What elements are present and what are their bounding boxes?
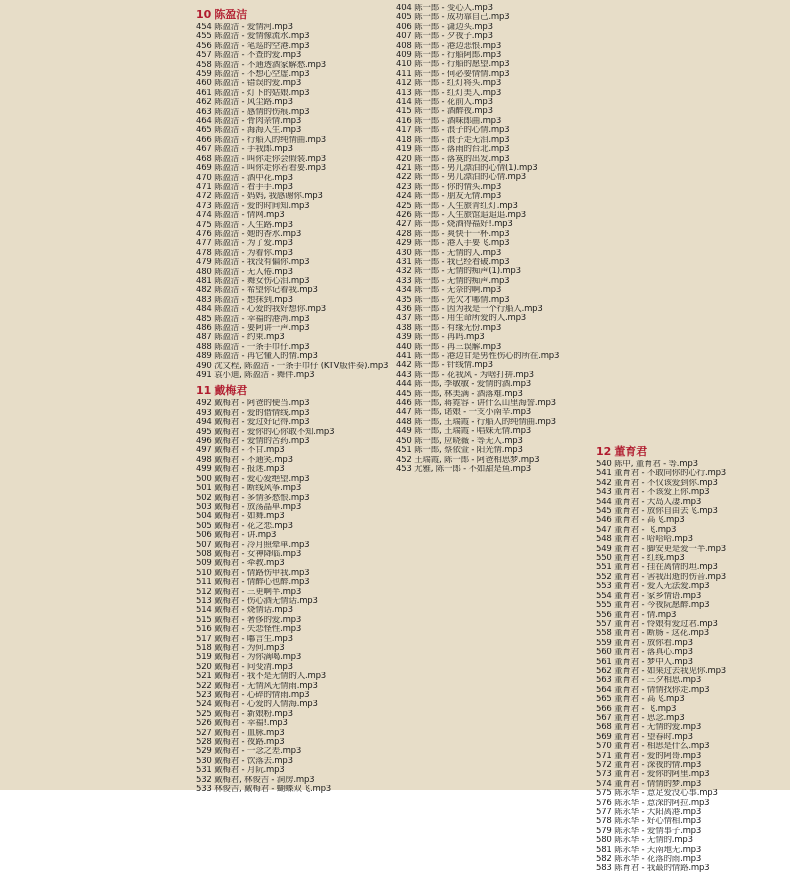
track-item: 453 尤雅, 陈一郎 - 不如甜是鱼.mp3 xyxy=(396,464,531,474)
track-item: 566 董育君 - 飞.mp3 xyxy=(596,704,677,714)
track-item: 569 董育君 - 望春时.mp3 xyxy=(596,732,693,742)
track-item: 418 陈一郎 - 浪子走无泪.mp3 xyxy=(396,135,510,145)
track-item: 463 陈盈洁 - 感情的伤痕.mp3 xyxy=(196,107,310,117)
track-item: 445 陈一郎, 林美满 - 酒落难.mp3 xyxy=(396,389,523,399)
track-item: 454 陈盈洁 - 爱情河.mp3 xyxy=(196,23,293,32)
track-item: 507 戴梅君 - 冷月照晕单.mp3 xyxy=(196,540,310,550)
track-item: 553 董育君 - 爱人无法爱.mp3 xyxy=(596,582,710,592)
track-item: 505 戴梅君 - 花之恋.mp3 xyxy=(196,521,293,531)
track-item: 493 戴梅君 - 爱的借情线.mp3 xyxy=(196,408,310,418)
track-item: 433 陈一郎 - 无情的痴声.mp3 xyxy=(396,276,510,286)
track-item: 480 陈盈洁 - 无人倦.mp3 xyxy=(196,267,293,277)
track-item: 552 董育君 - 害我出逝的伤音.mp3 xyxy=(596,572,726,582)
track-item: 508 戴梅君 - 女神降临.mp3 xyxy=(196,549,302,559)
track-item: 574 董育君 - 情情的梦.mp3 xyxy=(596,779,702,789)
track-item: 523 戴梅君 - 心碎的情雨.mp3 xyxy=(196,691,310,701)
track-item: 581 陈永华 - 天南地无.mp3 xyxy=(596,845,702,855)
track-item: 551 董育君 - 挂在离情的坦.mp3 xyxy=(596,563,718,573)
track-item: 520 戴梅君 - 问变清.mp3 xyxy=(196,662,293,672)
track-item: 484 陈盈洁 - 心爱的我好想你.mp3 xyxy=(196,305,326,315)
track-item: 411 陈一郎 - 何必要情情.mp3 xyxy=(396,69,510,79)
track-item: 491 袁小迪, 陈盈洁 - 舞伴.mp3 xyxy=(196,371,315,381)
track-item: 449 陈一郎, 王瑞霞 - 唱妹无情.mp3 xyxy=(396,427,531,437)
catalog-column-2 xyxy=(396,4,596,474)
group-number: 12 xyxy=(596,445,612,458)
track-item: 474 陈盈洁 - 情网.mp3 xyxy=(196,211,285,221)
track-item: 467 陈盈洁 - 手我郎.mp3 xyxy=(196,145,293,155)
track-item: 434 陈一郎 - 无奈的啊.mp3 xyxy=(396,286,502,296)
track-item: 560 董育君 - 落真心.mp3 xyxy=(596,648,693,658)
track-item: 542 董育君 - 不仅该爱到你.mp3 xyxy=(596,478,718,488)
track-item: 481 陈盈洁 - 舞女伤心泪.mp3 xyxy=(196,276,310,286)
track-item: 509 戴梅君 - 牵教.mp3 xyxy=(196,559,285,569)
track-item: 494 戴梅君 - 爱过好记得.mp3 xyxy=(196,418,310,428)
track-item: 460 陈盈洁 - 错误的爱.mp3 xyxy=(196,79,302,89)
track-item: 432 陈一郎 - 无情的痴声(1).mp3 xyxy=(396,267,521,277)
track-list-12 xyxy=(596,460,790,874)
track-item: 547 董育君 - 飞.mp3 xyxy=(596,525,677,535)
track-item: 413 陈一郎 - 红灯美人.mp3 xyxy=(396,88,502,98)
track-item: 476 陈盈洁 - 她的香水.mp3 xyxy=(196,229,302,239)
track-list-10 xyxy=(196,23,396,380)
track-item: 450 陈一郎, 应晓薇 - 等无人.mp3 xyxy=(396,436,523,446)
track-item: 528 戴梅君 - 夜路.mp3 xyxy=(196,738,285,748)
track-item: 478 陈盈洁 - 为着你.mp3 xyxy=(196,248,293,258)
group-heading-11 xyxy=(196,384,396,397)
track-item: 431 陈一郎 - 我已经看破.mp3 xyxy=(396,257,510,267)
track-list-11 xyxy=(196,399,396,794)
group-heading-10 xyxy=(196,8,396,21)
track-item: 419 陈一郎 - 落雨的台北.mp3 xyxy=(396,145,510,155)
track-item: 488 陈盈洁 - 一条手巾仔.mp3 xyxy=(196,342,310,352)
track-item: 570 董育君 - 相思是什么.mp3 xyxy=(596,742,710,752)
track-item: 444 陈一郎, 李敏敏 - 爱情的酒.mp3 xyxy=(396,380,531,390)
track-item: 496 戴梅君 - 爱情的苦药.mp3 xyxy=(196,437,310,447)
track-item: 519 戴梅君 - 为你满喝.mp3 xyxy=(196,653,302,663)
track-item: 554 董育君 - 家乡情语.mp3 xyxy=(596,591,702,601)
track-item: 532 戴梅君, 林俊吉 - 洞房.mp3 xyxy=(196,775,315,785)
track-item: 502 戴梅君 - 多情多愁恨.mp3 xyxy=(196,493,310,503)
track-item: 512 戴梅君 - 三更啊半.mp3 xyxy=(196,587,302,597)
track-item: 462 陈盈洁 - 风尘路.mp3 xyxy=(196,98,293,108)
track-item: 459 陈盈洁 - 不想心空虚.mp3 xyxy=(196,70,310,80)
track-item: 492 戴梅君 - 阿爸的便当.mp3 xyxy=(196,399,310,409)
track-item: 424 陈一郎 - 朋友无情.mp3 xyxy=(396,192,502,202)
track-item: 405 陈一郎 - 成功靠自己.mp3 xyxy=(396,13,510,23)
track-item: 571 董育君 - 爱的阿哥.mp3 xyxy=(596,751,702,761)
track-item: 416 陈一郎 - 酒味郎曲.mp3 xyxy=(396,116,502,126)
track-item: 521 戴梅君 - 我不是无情的人.mp3 xyxy=(196,672,326,682)
track-item: 483 陈盈洁 - 想抹到.mp3 xyxy=(196,295,293,305)
track-item: 423 陈一郎 - 你的情头.mp3 xyxy=(396,182,502,192)
track-item: 510 戴梅君 - 情路伤甲我.mp3 xyxy=(196,568,310,578)
track-item: 516 戴梅君 - 失恋怪性.mp3 xyxy=(196,625,302,635)
track-item: 575 陈永华 - 意足爱没心事.mp3 xyxy=(596,789,718,799)
track-item: 437 陈一郎 - 用生命所爱的人.mp3 xyxy=(396,314,526,324)
track-item: 531 戴梅君 - 月阮.mp3 xyxy=(196,766,285,776)
track-item: 404 陈一郎 - 变心人.mp3 xyxy=(396,4,493,13)
track-item: 410 陈一郎 - 行船的愿望.mp3 xyxy=(396,60,510,70)
track-item: 409 陈一郎 - 行船阿郎.mp3 xyxy=(396,51,502,61)
track-item: 549 董育君 - 脚安更是爱一半.mp3 xyxy=(596,544,726,554)
track-item: 477 陈盈洁 - 为了爱.mp3 xyxy=(196,239,293,249)
track-item: 466 陈盈洁 - 行船人的纯情曲.mp3 xyxy=(196,135,326,145)
track-item: 524 戴梅君 - 心爱的人情海.mp3 xyxy=(196,700,318,710)
track-item: 501 戴梅君 - 断线风筝.mp3 xyxy=(196,484,302,494)
track-item: 408 陈一郎 - 港边悲恨.mp3 xyxy=(396,41,502,51)
track-item: 495 戴梅君 - 爱你的心你敢不知.mp3 xyxy=(196,427,335,437)
track-item: 556 董育君 - 情.mp3 xyxy=(596,610,677,620)
track-item: 497 戴梅君 - 不甘.mp3 xyxy=(196,446,285,456)
track-item: 430 陈一郎 - 无情的人.mp3 xyxy=(396,248,502,258)
group-number: 10 xyxy=(196,8,212,21)
track-item: 443 陈一郎 - 花我风 - 为啥打拼.mp3 xyxy=(396,370,534,380)
track-item: 555 董育君 - 今夜阮愿醉.mp3 xyxy=(596,601,710,611)
track-item: 446 陈一郎, 蒋霓容 - 讲什么山里海誓.mp3 xyxy=(396,399,556,409)
track-item: 522 戴梅君 - 无情风无情雨.mp3 xyxy=(196,681,318,691)
track-item: 471 陈盈洁 - 看手手.mp3 xyxy=(196,182,293,192)
track-item: 417 陈一郎 - 浪子的心情.mp3 xyxy=(396,126,510,136)
track-item: 517 戴梅君 - 嘟言生.mp3 xyxy=(196,634,293,644)
track-item: 564 董育君 - 情情找你走.mp3 xyxy=(596,685,710,695)
track-item: 518 戴梅君 - 为何.mp3 xyxy=(196,644,285,653)
track-item: 513 戴梅君 - 伤心酒无情话.mp3 xyxy=(196,596,318,606)
track-item: 475 陈盈洁 - 人生路.mp3 xyxy=(196,220,293,230)
track-item: 412 陈一郎 - 红灯将头.mp3 xyxy=(396,79,502,89)
track-item: 559 董育君 - 放你看.mp3 xyxy=(596,638,693,648)
track-item: 428 陈一郎 - 爽快干一杯.mp3 xyxy=(396,229,510,239)
track-item: 436 陈一郎 - 因为我是一个行船人.mp3 xyxy=(396,305,543,314)
track-item: 451 陈一郎, 蔡依萱 - 阳光情.mp3 xyxy=(396,446,523,456)
track-item: 511 戴梅君 - 情醉心也醉.mp3 xyxy=(196,578,310,588)
track-item: 422 陈一郎 - 男儿漂泊的心情.mp3 xyxy=(396,173,526,183)
track-item: 546 董育君 - 高飞.mp3 xyxy=(596,516,685,526)
track-item: 529 戴梅君 - 一念之差.mp3 xyxy=(196,747,302,757)
track-item: 561 董育君 - 梦中人.mp3 xyxy=(596,657,693,667)
group-heading-12 xyxy=(596,445,790,458)
track-item: 506 戴梅君 - 讲.mp3 xyxy=(196,531,277,541)
track-item: 490 沈文程, 陈盈洁 - 一条手巾仔 (KTV版伴奏).mp3 xyxy=(196,361,389,371)
group-title: 陈盈洁 xyxy=(214,8,248,21)
track-item: 458 陈盈洁 - 不通透酒家解愁.mp3 xyxy=(196,60,326,70)
track-item: 527 戴梅君 - 血脉.mp3 xyxy=(196,728,285,738)
track-item: 533 林俊吉, 戴梅君 - 蝴蝶双飞.mp3 xyxy=(196,785,331,795)
track-item: 557 董育君 - 怜娘有爱过君.mp3 xyxy=(596,619,718,629)
column-3-top-spacer xyxy=(596,4,790,441)
track-item: 487 陈盈洁 - 约束.mp3 xyxy=(196,333,285,343)
track-item: 429 陈一郎 - 港人手要飞.mp3 xyxy=(396,239,510,249)
track-item: 407 陈一郎 - 夕夜子.mp3 xyxy=(396,32,493,42)
track-item: 580 陈永华 - 无情的.mp3 xyxy=(596,836,693,846)
track-item: 461 陈盈洁 - 灯下的姑娘.mp3 xyxy=(196,88,310,98)
track-item: 456 陈盈洁 - 笔巡的空港.mp3 xyxy=(196,41,310,51)
track-item: 439 陈一郎 - 再吗.mp3 xyxy=(396,333,485,343)
track-item: 406 陈一郎 - 潇边头.mp3 xyxy=(396,22,493,32)
track-item: 441 陈一郎 - 港边甘是男性伤心的所在.mp3 xyxy=(396,352,560,362)
track-item: 514 戴梅君 - 烧情话.mp3 xyxy=(196,606,293,616)
track-item: 448 陈一郎, 王瑞霞 - 行船人的纯情曲.mp3 xyxy=(396,417,556,427)
track-item: 452 王瑞霞, 陈一郎 - 阿爸相思梦.mp3 xyxy=(396,455,540,465)
track-item: 548 董育君 - 哈哈哈.mp3 xyxy=(596,535,693,545)
track-item: 568 董育君 - 无情的爱.mp3 xyxy=(596,723,702,733)
track-item: 567 董育君 - 思念.mp3 xyxy=(596,713,685,723)
track-item: 576 陈永华 - 意深的阿拉.mp3 xyxy=(596,798,710,808)
track-item: 438 陈一郎 - 有缘无份.mp3 xyxy=(396,323,502,333)
track-item: 572 董育君 - 深夜的情.mp3 xyxy=(596,761,702,770)
track-item: 562 董育君 - 如果过去我见你.mp3 xyxy=(596,666,726,676)
track-item: 499 戴梅君 - 报迷.mp3 xyxy=(196,465,285,475)
track-item: 435 陈一郎 - 先欠才哪情.mp3 xyxy=(396,295,510,305)
group-title: 戴梅君 xyxy=(214,384,248,398)
track-item: 457 陈盈洁 - 不查的爱.mp3 xyxy=(196,51,302,61)
track-item: 503 戴梅君 - 放荡晶单.mp3 xyxy=(196,502,302,512)
catalog-column-1 xyxy=(196,4,396,795)
track-item: 540 陈中, 董育君 - 等.mp3 xyxy=(596,460,698,469)
track-item: 504 戴梅君 - 如舞.mp3 xyxy=(196,512,285,522)
track-item: 530 戴梅君 - 饮落去.mp3 xyxy=(196,756,293,766)
track-item: 498 戴梅君 - 不通笑.mp3 xyxy=(196,455,293,465)
track-item: 426 陈一郎 - 人生旅馆追追追.mp3 xyxy=(396,210,526,220)
track-list-chen-yi-lang xyxy=(396,4,596,474)
track-item: 479 陈盈洁 - 我没有偏你.mp3 xyxy=(196,258,310,268)
track-item: 425 陈一郎 - 人生旅青红灯.mp3 xyxy=(396,201,518,211)
track-item: 558 董育君 - 断肠 - 这花.mp3 xyxy=(596,629,709,639)
track-item: 472 陈盈洁 - 妈妈, 我感谢你.mp3 xyxy=(196,192,323,202)
track-item: 526 戴梅君 - 幸福!.mp3 xyxy=(196,719,288,729)
track-item: 563 董育君 - 三夕相思.mp3 xyxy=(596,676,702,686)
track-item: 543 董育君 - 不该爱上你.mp3 xyxy=(596,488,710,498)
track-item: 421 陈一郎 - 男儿漂泊的心情(1).mp3 xyxy=(396,163,538,173)
track-item: 500 戴梅君 - 爱心爱绝望.mp3 xyxy=(196,474,310,484)
track-item: 427 陈一郎 - 烧酒得福好!.mp3 xyxy=(396,220,513,230)
group-number: 11 xyxy=(196,384,212,398)
track-item: 577 陈永华 - 大阳离港.mp3 xyxy=(596,808,702,818)
track-item: 440 陈一郎 - 再三误解.mp3 xyxy=(396,342,502,352)
group-title: 董育君 xyxy=(614,445,648,458)
track-item: 573 董育君 - 爱你的阿里.mp3 xyxy=(596,770,710,780)
track-item: 485 陈盈洁 - 幸福的港湾.mp3 xyxy=(196,314,310,324)
catalog-columns xyxy=(0,4,790,874)
track-item: 473 陈盈洁 - 爱的时间知.mp3 xyxy=(196,201,310,211)
track-item: 565 董育君 - 高飞.mp3 xyxy=(596,695,685,705)
track-item: 541 董育君 - 不敢向你的心行.mp3 xyxy=(596,469,726,479)
track-item: 464 陈盈洁 - 骨肉亲情.mp3 xyxy=(196,117,302,127)
track-item: 544 董育君 - 大岛人凄.mp3 xyxy=(596,497,702,507)
track-item: 583 陈育君 - 我最的情路.mp3 xyxy=(596,864,710,874)
track-item: 545 董育君 - 放你自由去飞.mp3 xyxy=(596,507,718,517)
track-item: 470 陈盈洁 - 酒中花.mp3 xyxy=(196,173,293,183)
track-item: 515 戴梅君 - 奢侈的爱.mp3 xyxy=(196,615,302,625)
catalog-column-3 xyxy=(596,4,790,874)
track-item: 489 陈盈洁 - 再它懂人的情.mp3 xyxy=(196,352,318,362)
track-item: 415 陈一郎 - 酒醉夜.mp3 xyxy=(396,107,493,117)
track-item: 550 董育君 - 红线.mp3 xyxy=(596,554,685,564)
track-item: 468 陈盈洁 - 叫你走你会假装.mp3 xyxy=(196,154,326,164)
track-item: 582 陈永华 - 花落的雨.mp3 xyxy=(596,855,702,865)
track-item: 465 陈盈洁 - 海海人生.mp3 xyxy=(196,126,302,136)
track-item: 455 陈盈洁 - 爱情像流水.mp3 xyxy=(196,32,310,42)
track-item: 469 陈盈洁 - 叫你走你若看要.mp3 xyxy=(196,164,326,174)
track-item: 525 戴梅君 - 新娘粉.mp3 xyxy=(196,709,293,719)
track-item: 482 陈盈洁 - 希望你记着我.mp3 xyxy=(196,286,318,296)
track-item: 579 陈永华 - 爱情事子.mp3 xyxy=(596,826,702,836)
track-item: 442 陈一郎 - 针线情.mp3 xyxy=(396,361,493,371)
track-item: 578 陈永华 - 好心情相.mp3 xyxy=(596,817,702,827)
track-item: 447 陈一郎, 诺娘 - 一支小南辛.mp3 xyxy=(396,408,531,418)
track-item: 486 陈盈洁 - 要阿讲一声.mp3 xyxy=(196,324,310,333)
track-item: 420 陈一郎 - 落寞的出发.mp3 xyxy=(396,154,510,164)
track-item: 414 陈一郎 - 花前人.mp3 xyxy=(396,98,493,108)
